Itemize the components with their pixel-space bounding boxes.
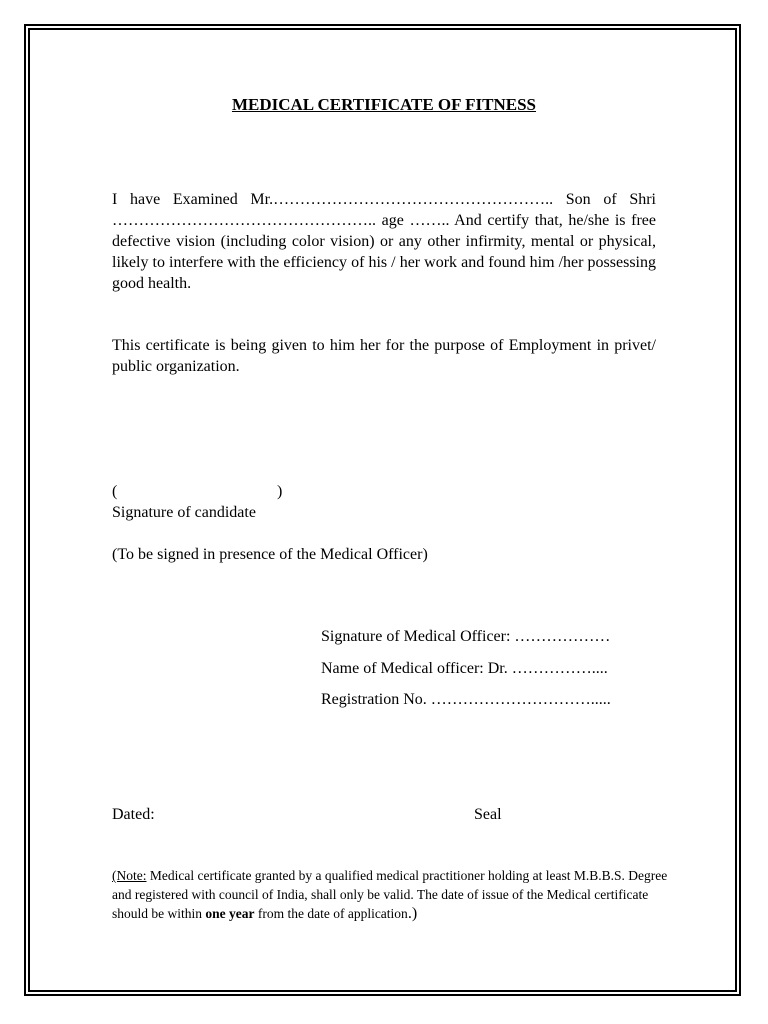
- certificate-title: [0, 95, 768, 115]
- presence-note: (To be signed in presence of the Medical Officer): [112, 546, 428, 563]
- note-bold-text: one year: [205, 906, 255, 921]
- purpose-paragraph: This certificate is being given to him her for the purpose of Employment in privet/ public organization.: [112, 337, 656, 375]
- signature-bracket-open: (: [112, 483, 118, 500]
- note-block: [112, 866, 672, 923]
- note-label: (Note:: [112, 868, 147, 883]
- seal-label: Seal: [474, 806, 502, 823]
- note-text-after: from the date of application: [254, 906, 408, 921]
- medical-officer-name: Name of Medical officer: Dr. ……………....: [321, 660, 608, 677]
- signature-bracket-close: ): [277, 483, 283, 500]
- note-close: .): [407, 905, 418, 922]
- medical-officer-signature: Signature of Medical Officer: ………………: [321, 628, 611, 645]
- registration-number: Registration No. ………………………….....: [321, 691, 611, 708]
- candidate-signature-label: Signature of candidate: [112, 504, 256, 521]
- note-text-before: Medical certificate granted by a qualified medical practitioner holding at least M.B.B.S. Degree and registered with council of India, shall only be valid. The date of issue of the Medical certificate should be within: [112, 868, 668, 921]
- dated-label: Dated:: [112, 806, 155, 823]
- certificate-title-text: MEDICAL CERTIFICATE OF FITNESS: [231, 95, 537, 114]
- examination-paragraph: I have Examined Mr.…………………………………………….. Son of Shri ………………………………………….. age …….. And certify that, he/she is free defective vision (including color vision) or any other infirmity, mental or physical, likely to interfere with the efficiency of his / her work and found him /her possessing good health.: [112, 191, 656, 292]
